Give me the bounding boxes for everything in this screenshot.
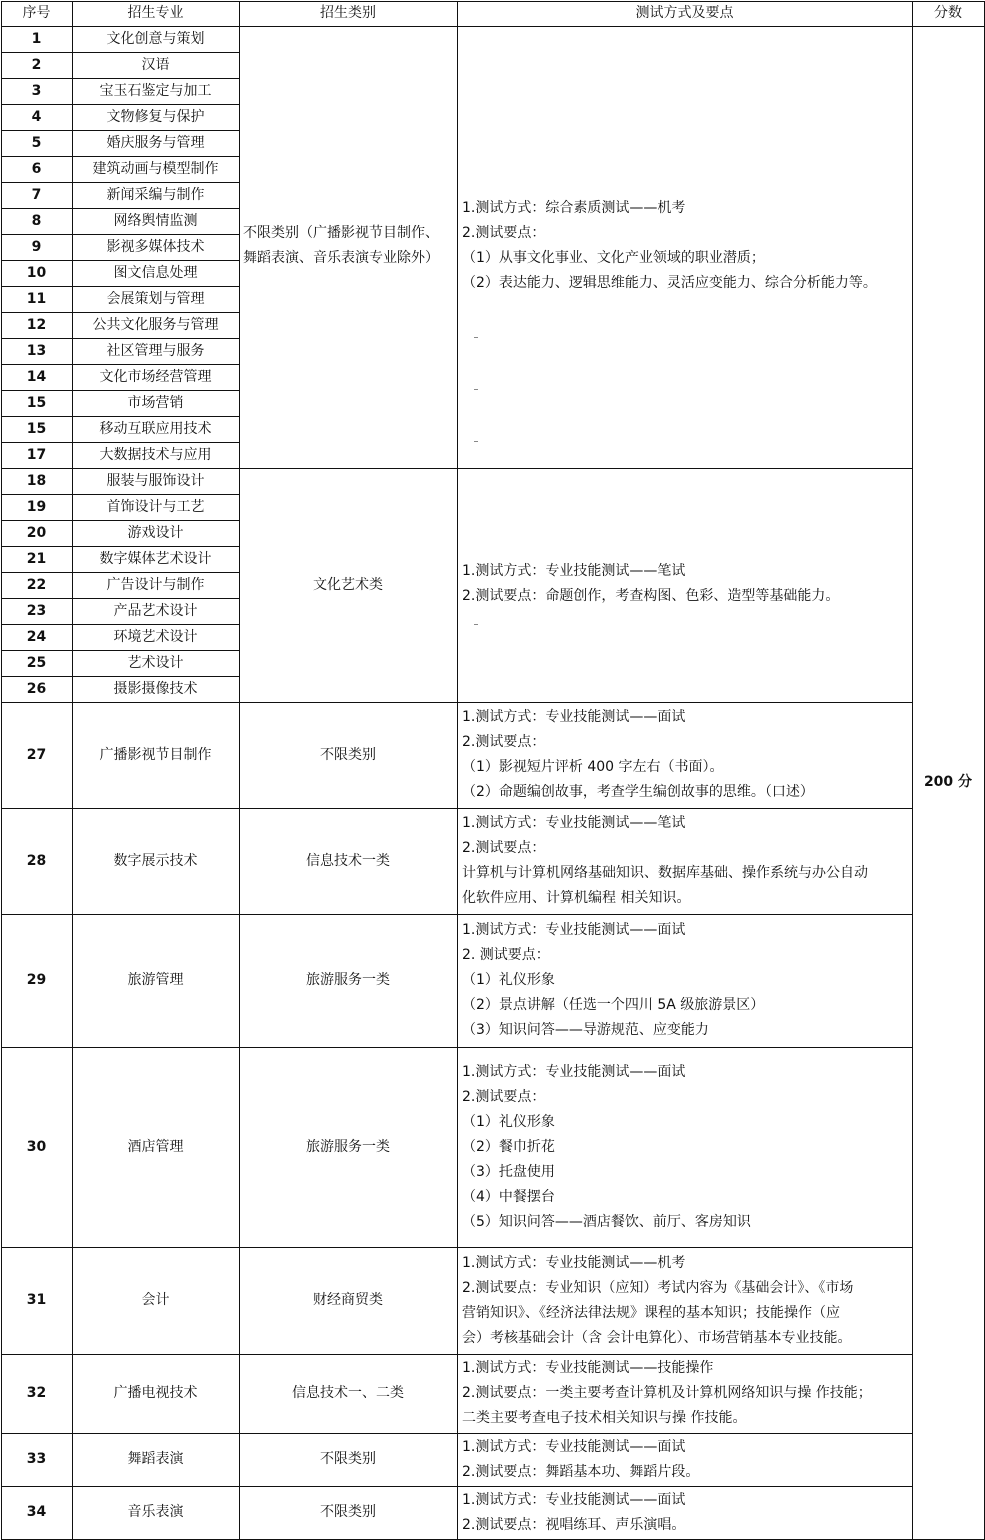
major-name: 市场营销 — [127, 395, 184, 411]
row-number: 2 — [31, 57, 42, 73]
header-score: 分数 — [934, 5, 962, 21]
major-name: 广告设计与制作 — [106, 577, 205, 593]
row-divider — [1, 702, 240, 703]
major-name: 大数据技术与应用 — [99, 447, 212, 463]
row-divider — [1, 1247, 913, 1248]
test-point-text: 2.测试要点： — [462, 734, 546, 750]
major-name: 数字媒体艺术设计 — [99, 551, 212, 567]
faint-mark — [474, 441, 478, 442]
major-name: 文化创意与策划 — [106, 31, 205, 47]
test-point-text: （2）景点讲解（任选一个四川 5A 级旅游景区） — [462, 997, 765, 1013]
row-number: 6 — [31, 161, 42, 177]
header-no: 序号 — [22, 5, 51, 21]
test-point-text: 1.测试方式：专业技能测试——技能操作 — [462, 1360, 714, 1376]
major-name: 新闻采编与制作 — [106, 187, 205, 203]
major-name: 图文信息处理 — [113, 265, 198, 281]
major-name: 数字展示技术 — [113, 853, 198, 869]
category-text: 舞蹈表演、音乐表演专业除外） — [243, 250, 439, 266]
major-name: 游戏设计 — [127, 525, 184, 541]
major-name: 婚庆服务与管理 — [106, 135, 205, 151]
major-name: 首饰设计与工艺 — [106, 499, 205, 515]
test-point-text: 2.测试要点：一类主要考查计算机及计算机网络知识与操 作技能； — [462, 1385, 872, 1401]
category-text: 文化艺术类 — [313, 577, 383, 593]
test-point-text: 1.测试方式：专业技能测试——面试 — [462, 1064, 686, 1080]
major-name: 网络舆情监测 — [113, 213, 198, 229]
major-name: 环境艺术设计 — [113, 629, 198, 645]
test-point-text: 2.测试要点： — [462, 1089, 546, 1105]
row-number: 20 — [26, 525, 47, 541]
group-divider — [239, 702, 913, 703]
major-name: 服装与服饰设计 — [106, 473, 205, 489]
major-name: 建筑动画与模型制作 — [92, 161, 219, 177]
row-number: 19 — [26, 499, 47, 515]
major-name: 文化市场经营管理 — [99, 369, 212, 385]
row-divider — [1, 1486, 913, 1487]
row-divider — [1, 1047, 913, 1048]
test-point-text: 2.测试要点：专业知识（应知）考试内容为《基础会计》、《市场 — [462, 1280, 854, 1296]
row-number: 21 — [26, 551, 47, 567]
row-divider — [1, 808, 913, 809]
row-number: 3 — [31, 83, 42, 99]
major-name: 会计 — [141, 1292, 170, 1308]
row-number: 1 — [31, 31, 42, 47]
major-name: 社区管理与服务 — [106, 343, 205, 359]
row-number: 8 — [31, 213, 42, 229]
row-divider — [1, 914, 913, 915]
test-point-text: 2.测试要点：舞蹈基本功、舞蹈片段。 — [462, 1464, 700, 1480]
row-number: 30 — [26, 1139, 47, 1155]
test-point-text: （2）餐巾折花 — [462, 1139, 555, 1155]
row-number: 33 — [26, 1451, 47, 1467]
row-number: 26 — [26, 681, 47, 697]
test-point-text: 1.测试方式：专业技能测试——面试 — [462, 922, 686, 938]
row-number: 23 — [26, 603, 47, 619]
test-point-text: 营销知识》、《经济法律法规》课程的基本知识；技能操作（应 — [462, 1305, 840, 1321]
row-number: 10 — [26, 265, 47, 281]
major-name: 移动互联应用技术 — [99, 421, 212, 437]
major-name: 广播影视节目制作 — [99, 747, 212, 763]
test-point-text: 1.测试方式：专业技能测试——机考 — [462, 1255, 686, 1271]
major-name: 影视多媒体技术 — [106, 239, 205, 255]
test-point-text: 1.测试方式：专业技能测试——面试 — [462, 1492, 686, 1508]
row-number: 32 — [26, 1385, 47, 1401]
category-text: 财经商贸类 — [313, 1292, 383, 1308]
test-point-text: 2.测试要点：命题创作，考查构图、色彩、造型等基础能力。 — [462, 588, 840, 604]
row-number: 27 — [26, 747, 47, 763]
test-point-text: （5）知识问答——酒店餐饮、前厅、客房知识 — [462, 1214, 751, 1230]
major-name: 艺术设计 — [127, 655, 184, 671]
row-number: 5 — [31, 135, 42, 151]
test-point-text: （2）命题编创故事，考查学生编创故事的思维。（口述） — [462, 784, 814, 800]
test-point-text: 2.测试要点：视唱练耳、声乐演唱。 — [462, 1517, 686, 1533]
test-point-text: 2.测试要点： — [462, 840, 546, 856]
row-number: 34 — [26, 1504, 47, 1520]
row-number: 7 — [31, 187, 42, 203]
row-number: 12 — [26, 317, 47, 333]
header-category: 招生类别 — [320, 5, 376, 21]
test-point-text: 1.测试方式：专业技能测试——笔试 — [462, 815, 686, 831]
test-point-text: 二类主要考查电子技术相关知识与操 作技能。 — [462, 1410, 747, 1426]
major-name: 公共文化服务与管理 — [92, 317, 219, 333]
major-name: 广播电视技术 — [113, 1385, 198, 1401]
faint-mark — [474, 389, 478, 390]
row-number: 9 — [31, 239, 42, 255]
major-name: 汉语 — [141, 57, 170, 73]
major-name: 旅游管理 — [127, 972, 184, 988]
category-text: 信息技术一、二类 — [292, 1385, 404, 1401]
test-point-text: （4）中餐摆台 — [462, 1189, 555, 1205]
category-text: 不限类别（广播影视节目制作、 — [243, 225, 439, 241]
category-text: 旅游服务一类 — [306, 972, 390, 988]
row-number: 14 — [26, 369, 47, 385]
faint-mark — [474, 624, 478, 625]
header-test: 测试方式及要点 — [635, 5, 734, 21]
score-value: 200 分 — [923, 774, 973, 790]
test-point-text: （1）从事文化事业、文化产业领域的职业潜质； — [462, 250, 765, 266]
row-number: 13 — [26, 343, 47, 359]
major-name: 宝玉石鉴定与加工 — [99, 83, 212, 99]
row-number: 4 — [31, 109, 42, 125]
test-point-text: （1）影视短片评析 400 字左右（书面）。 — [462, 759, 724, 775]
row-number: 25 — [26, 655, 47, 671]
test-point-text: 计算机与计算机网络基础知识、数据库基础、操作系统与办公自动 — [462, 865, 868, 881]
row-divider — [1, 1354, 913, 1355]
row-number: 15 — [26, 421, 47, 437]
major-name: 文物修复与保护 — [106, 109, 205, 125]
major-name: 产品艺术设计 — [113, 603, 198, 619]
header-major: 招生专业 — [127, 5, 184, 21]
category-text: 不限类别 — [320, 1504, 376, 1520]
test-point-text: （3）知识问答——导游规范、应变能力 — [462, 1022, 709, 1038]
test-point-text: （2）表达能力、逻辑思维能力、灵活应变能力、综合分析能力等。 — [462, 275, 877, 291]
test-point-text: （1）礼仪形象 — [462, 972, 555, 988]
row-number: 11 — [26, 291, 47, 307]
row-number: 28 — [26, 853, 47, 869]
row-divider — [1, 1433, 913, 1434]
row-number: 18 — [26, 473, 47, 489]
major-name: 摄影摄像技术 — [113, 681, 198, 697]
test-point-text: 1.测试方式：专业技能测试——面试 — [462, 1439, 686, 1455]
test-point-text: 会）考核基础会计（含 会计电算化）、市场营销基本专业技能。 — [462, 1330, 852, 1346]
test-point-text: 1.测试方式：综合素质测试——机考 — [462, 200, 686, 216]
column-divider — [457, 1, 458, 1540]
category-text: 不限类别 — [320, 1451, 376, 1467]
category-text: 信息技术一类 — [306, 853, 390, 869]
major-name: 音乐表演 — [127, 1504, 184, 1520]
row-number: 15 — [26, 395, 47, 411]
test-point-text: 化软件应用、计算机编程 相关知识。 — [462, 890, 691, 906]
test-point-text: （3）托盘使用 — [462, 1164, 555, 1180]
test-point-text: 1.测试方式：专业技能测试——面试 — [462, 709, 686, 725]
category-text: 旅游服务一类 — [306, 1139, 390, 1155]
row-number: 22 — [26, 577, 47, 593]
test-point-text: 1.测试方式：专业技能测试——笔试 — [462, 563, 686, 579]
test-point-text: 2. 测试要点： — [462, 947, 550, 963]
group-divider — [239, 468, 913, 469]
row-number: 31 — [26, 1292, 47, 1308]
test-point-text: （1）礼仪形象 — [462, 1114, 555, 1130]
major-name: 酒店管理 — [127, 1139, 184, 1155]
faint-mark — [474, 337, 478, 338]
row-number: 24 — [26, 629, 47, 645]
major-name: 舞蹈表演 — [127, 1451, 184, 1467]
row-number: 17 — [26, 447, 47, 463]
major-name: 会展策划与管理 — [106, 291, 205, 307]
test-point-text: 2.测试要点： — [462, 225, 546, 241]
category-text: 不限类别 — [320, 747, 376, 763]
row-number: 29 — [26, 972, 47, 988]
